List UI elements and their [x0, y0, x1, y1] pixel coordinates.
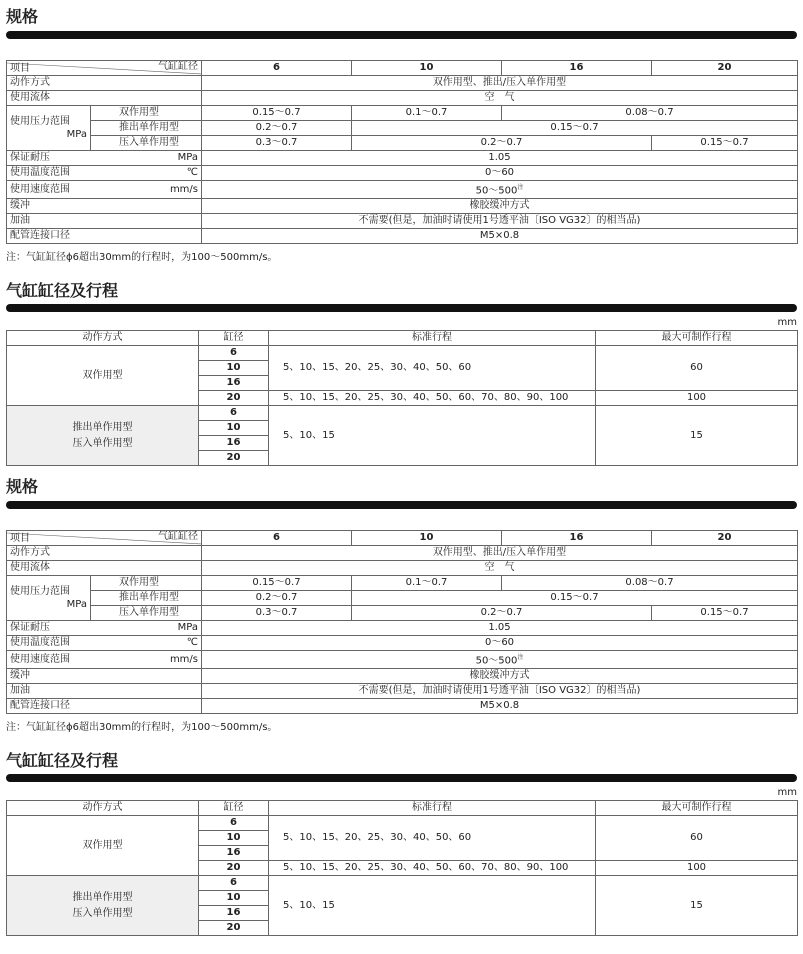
temp-label-cell — [7, 166, 202, 181]
lube-value: 不需要(但是，加油时请使用1号透平油〔ISO VG32〕的相当品) — [202, 684, 798, 699]
action-value: 双作用型、推出/压入单作用型 — [202, 76, 798, 91]
double-max-b: 100 — [596, 861, 798, 876]
stroke-header-action: 动作方式 — [7, 331, 199, 346]
double-std-a: 5、10、15、20、25、30、40、50、60 — [269, 346, 596, 391]
single-bore-6: 6 — [199, 876, 269, 891]
pressure-press-label: 压入单作用型 — [91, 136, 202, 151]
port-label: 配管连接口径 — [7, 229, 202, 244]
stroke-header-action: 动作方式 — [7, 801, 199, 816]
temp-label: 使用温度范围 — [10, 637, 70, 648]
port-value: M5×0.8 — [202, 699, 798, 714]
proof-value: 1.05 — [202, 621, 798, 636]
pressure-press-10-16: 0.2～0.7 — [352, 606, 652, 621]
stroke-table — [6, 330, 798, 466]
lube-label: 加油 — [7, 214, 202, 229]
speed-label: 使用速度范围 — [10, 653, 70, 665]
proof-label-cell — [7, 151, 202, 166]
double-max-a: 60 — [596, 346, 798, 391]
header-item: 项目 — [10, 63, 30, 74]
single-bore-6: 6 — [199, 406, 269, 421]
single-label-cell — [7, 876, 199, 936]
pressure-press-6: 0.3～0.7 — [202, 136, 352, 151]
pressure-press-6: 0.3～0.7 — [202, 606, 352, 621]
single-label-push: 推出单作用型 — [72, 421, 133, 433]
action-label: 动作方式 — [7, 76, 202, 91]
bore-6: 6 — [202, 531, 352, 546]
speed-note-mark: 注 — [517, 184, 524, 191]
pressure-press-20: 0.15～0.7 — [652, 136, 798, 151]
single-label-cell — [7, 406, 199, 466]
cushion-label: 缓冲 — [7, 199, 202, 214]
pressure-double-10: 0.1～0.7 — [352, 576, 502, 591]
stroke-table — [6, 800, 798, 936]
title-bar — [6, 501, 797, 509]
stroke-header-max: 最大可制作行程 — [596, 801, 798, 816]
pressure-press-label: 压入单作用型 — [91, 606, 202, 621]
speed-value-cell — [202, 181, 798, 199]
temp-label-cell — [7, 636, 202, 651]
header-item: 项目 — [10, 533, 30, 544]
temp-unit: ℃ — [186, 637, 198, 648]
bore-6: 6 — [202, 61, 352, 76]
double-bore-10: 10 — [199, 831, 269, 846]
double-std-b: 5、10、15、20、25、30、40、50、60、70、80、90、100 — [269, 391, 596, 406]
temp-value: 0～60 — [202, 166, 798, 181]
bore-10: 10 — [352, 531, 502, 546]
spec-table — [6, 530, 798, 714]
single-bore-16: 16 — [199, 436, 269, 451]
bore-10: 10 — [352, 61, 502, 76]
action-label: 动作方式 — [7, 546, 202, 561]
pressure-press-10-16: 0.2～0.7 — [352, 136, 652, 151]
proof-value: 1.05 — [202, 151, 798, 166]
double-bore-20: 20 — [199, 861, 269, 876]
fluid-label: 使用流体 — [7, 91, 202, 106]
pressure-double-16-20: 0.08～0.7 — [502, 576, 798, 591]
proof-label: 保证耐压 — [10, 622, 50, 633]
double-bore-20: 20 — [199, 391, 269, 406]
pressure-label: 使用压力范围 — [10, 586, 70, 597]
single-bore-10: 10 — [199, 421, 269, 436]
single-bore-10: 10 — [199, 891, 269, 906]
single-bore-20: 20 — [199, 921, 269, 936]
single-label-push: 推出单作用型 — [72, 891, 133, 903]
spec-note: 注：气缸缸径ϕ6超出30mm的行程时，为100～500mm/s。 — [6, 722, 278, 733]
double-max-b: 100 — [596, 391, 798, 406]
pressure-double-label: 双作用型 — [91, 576, 202, 591]
header-item-bore — [7, 61, 202, 76]
stroke-header-std: 标准行程 — [269, 801, 596, 816]
bore-16: 16 — [502, 61, 652, 76]
proof-label: 保证耐压 — [10, 152, 50, 163]
bore-20: 20 — [652, 531, 798, 546]
single-max: 15 — [596, 876, 798, 936]
lube-label: 加油 — [7, 684, 202, 699]
double-bore-6: 6 — [199, 816, 269, 831]
double-max-a: 60 — [596, 816, 798, 861]
spec-title: 规格 — [6, 477, 39, 496]
single-std: 5、10、15 — [269, 876, 596, 936]
speed-value: 50～500 — [475, 655, 518, 667]
speed-label-cell — [7, 651, 202, 669]
stroke-unit: mm — [777, 787, 797, 798]
pressure-double-6: 0.15～0.7 — [202, 106, 352, 121]
title-bar — [6, 774, 797, 782]
title-bar — [6, 31, 797, 39]
double-bore-10: 10 — [199, 361, 269, 376]
stroke-header-bore: 缸径 — [199, 331, 269, 346]
single-std: 5、10、15 — [269, 406, 596, 466]
spec-section — [0, 474, 803, 944]
single-label-press: 压入单作用型 — [72, 907, 133, 919]
speed-value: 50～500 — [475, 185, 518, 197]
spec-section — [0, 4, 803, 474]
pressure-push-rest: 0.15～0.7 — [352, 121, 798, 136]
pressure-double-label: 双作用型 — [91, 106, 202, 121]
header-item-bore — [7, 531, 202, 546]
header-bore: 气缸缸径 — [158, 61, 198, 72]
header-bore: 气缸缸径 — [158, 531, 198, 542]
speed-label-cell — [7, 181, 202, 199]
pressure-push-6: 0.2～0.7 — [202, 591, 352, 606]
fluid-label: 使用流体 — [7, 561, 202, 576]
pressure-unit: MPa — [66, 129, 87, 140]
stroke-title: 气缸缸径及行程 — [6, 281, 119, 300]
speed-unit: mm/s — [169, 653, 198, 665]
speed-note-mark: 注 — [517, 654, 524, 661]
stroke-title: 气缸缸径及行程 — [6, 751, 119, 770]
pressure-double-6: 0.15～0.7 — [202, 576, 352, 591]
pressure-double-16-20: 0.08～0.7 — [502, 106, 798, 121]
bore-16: 16 — [502, 531, 652, 546]
speed-unit: mm/s — [169, 183, 198, 195]
fluid-value: 空 气 — [202, 561, 798, 576]
temp-label: 使用温度范围 — [10, 167, 70, 178]
proof-label-cell — [7, 621, 202, 636]
pressure-label: 使用压力范围 — [10, 116, 70, 127]
title-bar — [6, 304, 797, 312]
double-bore-16: 16 — [199, 376, 269, 391]
spec-table — [6, 60, 798, 244]
port-label: 配管连接口径 — [7, 699, 202, 714]
double-std-b: 5、10、15、20、25、30、40、50、60、70、80、90、100 — [269, 861, 596, 876]
pressure-push-rest: 0.15～0.7 — [352, 591, 798, 606]
double-label: 双作用型 — [7, 816, 199, 876]
speed-label: 使用速度范围 — [10, 183, 70, 195]
bore-20: 20 — [652, 61, 798, 76]
pressure-label-cell — [7, 576, 91, 621]
cushion-value: 橡胶缓冲方式 — [202, 199, 798, 214]
pressure-push-6: 0.2～0.7 — [202, 121, 352, 136]
single-bore-20: 20 — [199, 451, 269, 466]
fluid-value: 空 气 — [202, 91, 798, 106]
double-bore-16: 16 — [199, 846, 269, 861]
spec-note: 注：气缸缸径ϕ6超出30mm的行程时，为100～500mm/s。 — [6, 252, 278, 263]
pressure-label-cell — [7, 106, 91, 151]
cushion-label: 缓冲 — [7, 669, 202, 684]
action-value: 双作用型、推出/压入单作用型 — [202, 546, 798, 561]
single-max: 15 — [596, 406, 798, 466]
stroke-header-bore: 缸径 — [199, 801, 269, 816]
proof-unit: MPa — [177, 622, 198, 633]
single-label-press: 压入单作用型 — [72, 437, 133, 449]
pressure-press-20: 0.15～0.7 — [652, 606, 798, 621]
temp-unit: ℃ — [186, 167, 198, 178]
stroke-header-std: 标准行程 — [269, 331, 596, 346]
temp-value: 0～60 — [202, 636, 798, 651]
pressure-push-label: 推出单作用型 — [91, 121, 202, 136]
double-label: 双作用型 — [7, 346, 199, 406]
pressure-push-label: 推出单作用型 — [91, 591, 202, 606]
cushion-value: 橡胶缓冲方式 — [202, 669, 798, 684]
stroke-header-max: 最大可制作行程 — [596, 331, 798, 346]
spec-title: 规格 — [6, 7, 39, 26]
lube-value: 不需要(但是，加油时请使用1号透平油〔ISO VG32〕的相当品) — [202, 214, 798, 229]
port-value: M5×0.8 — [202, 229, 798, 244]
double-std-a: 5、10、15、20、25、30、40、50、60 — [269, 816, 596, 861]
stroke-unit: mm — [777, 317, 797, 328]
pressure-double-10: 0.1～0.7 — [352, 106, 502, 121]
proof-unit: MPa — [177, 152, 198, 163]
pressure-unit: MPa — [66, 599, 87, 610]
double-bore-6: 6 — [199, 346, 269, 361]
single-bore-16: 16 — [199, 906, 269, 921]
speed-value-cell — [202, 651, 798, 669]
